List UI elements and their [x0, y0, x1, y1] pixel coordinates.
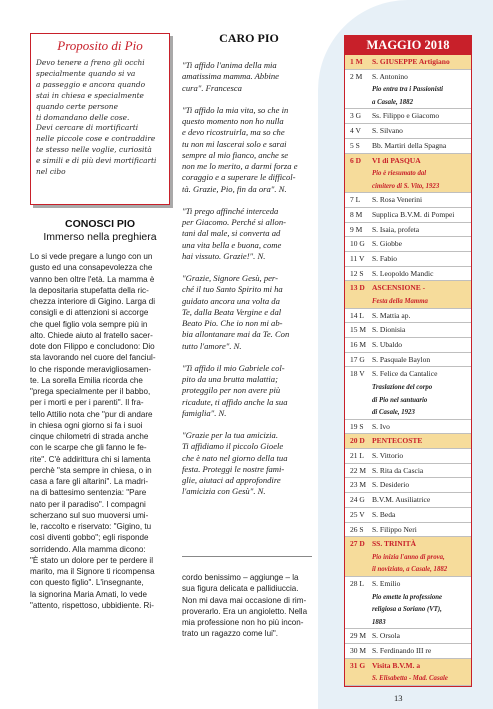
calendar-day: 3 G [350, 111, 362, 121]
text-line: ti domandano delle cose. [36, 112, 130, 122]
divider [182, 556, 312, 557]
calendar-row [345, 367, 471, 419]
calendar-row [345, 55, 471, 70]
calendar-entry [372, 644, 469, 659]
calendar-day: 29 M [350, 631, 367, 641]
calendar-note: il noviziato, a Casale, 1882 [372, 566, 448, 574]
calendar-note: di Casale, 1923 [372, 409, 415, 417]
calendar-day: 6 D [350, 155, 362, 165]
text-line: sua figura delicata e pallidiuccia. [182, 584, 299, 594]
letter-line: sempre al mio fianco, anche se [182, 149, 289, 160]
letter-line: e devo ricostruirla, ma so che [182, 127, 285, 138]
letter-line: hai vissuto. Grazie!". N. [182, 250, 266, 261]
calendar-day: 21 L [350, 451, 364, 461]
calendar-entry [372, 109, 469, 124]
calendar-entry [372, 70, 469, 110]
calendar-entry [372, 139, 469, 154]
text-line: "È stato un dolore per te perdere il [30, 555, 154, 565]
calendar-row [345, 193, 471, 208]
text-line: "attento, rispettoso, ubbidiente. Ri- [30, 600, 154, 610]
calendar-entry [372, 281, 469, 308]
calendar-saint: SS. TRINITÀ [372, 539, 417, 549]
calendar-day: 1 M [350, 57, 363, 66]
calendar-row [345, 478, 471, 493]
calendar-saint: S. Emilio [372, 578, 401, 588]
calendar-day: 10 G [350, 239, 365, 249]
text-line: rite". C'è addirittura chi si lamenta [30, 454, 151, 464]
calendar-day: 22 M [350, 465, 367, 475]
calendar-day: 18 V [350, 369, 365, 379]
letter [182, 105, 316, 195]
calendar-saint: S. Ferdinando III re [372, 645, 432, 655]
calendar-day: 17 G [350, 354, 365, 364]
proposito-title: Proposito di Pio [57, 38, 143, 53]
text-line: na di battesimo sentenzia: "Pare [30, 488, 147, 498]
calendar-entry [372, 154, 469, 194]
calendar-saint: S. Fabio [372, 254, 398, 264]
calendar-saint: S. Filippo Neri [372, 524, 417, 534]
calendar-day: 11 V [350, 254, 365, 264]
letter-line: amatissima mamma. Abbine [182, 71, 279, 82]
calendar-row [345, 252, 471, 267]
caro-letters [182, 60, 316, 509]
text-line: tello Attilio nota che "pur di andare [30, 409, 153, 419]
text-line: "prega specialmente per il babbo, [30, 387, 151, 396]
letter-line: proteggilo per non avere più [182, 385, 281, 396]
letter-line: "Grazie per la tua amicizia. [182, 430, 278, 440]
calendar-entry [372, 338, 469, 353]
calendar-row [345, 124, 471, 139]
calendar-day: 8 M [350, 209, 363, 219]
calendar-row [345, 464, 471, 479]
conosci-article [30, 251, 170, 611]
calendar-day: 23 M [350, 480, 367, 490]
text-line: e simili e di più devi mortificarti [36, 156, 157, 166]
page-number: 13 [394, 693, 403, 703]
calendar-saint: Supplica B.V.M. di Pompei [372, 209, 455, 219]
calendar-day: 14 L [350, 310, 364, 320]
calendar [344, 35, 472, 687]
calendar-entry [372, 537, 469, 577]
calendar-row [345, 449, 471, 464]
conosci-subtitle: Immerso nella preghiera [43, 230, 157, 243]
calendar-saint: S. Beda [372, 509, 396, 519]
text-line: quando certe persone [36, 101, 118, 111]
calendar-day: 16 M [350, 340, 367, 350]
calendar-saint: S. Giobbe [372, 239, 402, 249]
text-line: nato per il paradiso". I compagni [30, 499, 146, 509]
calendar-row [345, 109, 471, 124]
calendar-entry [372, 367, 469, 419]
text-line: che quel figlio vola sempre più in [30, 319, 148, 329]
conosci-header [30, 218, 170, 243]
conosci-continuation [182, 572, 316, 640]
letter-line: "Ti affido l'anima della mia [182, 60, 277, 70]
calendar-note: Festa della Mamma [372, 298, 428, 306]
calendar-day: 24 G [350, 495, 365, 505]
calendar-day: 20 D [350, 436, 365, 446]
calendar-entry [372, 323, 469, 338]
letter-line: ché il tuo Santo Spirito mi ha [182, 284, 283, 295]
text-line: te stesso nelle voglie, curiosità [36, 145, 152, 155]
calendar-entry [372, 629, 469, 644]
text-line: nelle piccole cose e contraddire [36, 134, 156, 144]
calendar-day: 30 M [350, 645, 367, 655]
calendar-entry [372, 124, 469, 139]
calendar-note: Pio è riesumato dal [372, 170, 427, 178]
text-line: cordo benissimo – aggiunge – la [182, 573, 299, 582]
letter [182, 363, 316, 419]
text-line: le, raccolto e riservato: "Gigino, tu [30, 522, 152, 531]
proposito-text [36, 58, 164, 178]
calendar-day: 12 S [350, 268, 364, 278]
calendar-saint: S. GIUSEPPE Artigiano [372, 57, 450, 66]
calendar-note: religiosa a Soriano (VT), [372, 606, 442, 614]
letter-line: questo momento non ho nulla [182, 116, 284, 126]
calendar-entry [372, 208, 469, 223]
calendar-saint: S. Dionisia [372, 325, 406, 335]
calendar-entry [372, 267, 469, 282]
calendar-saint: PENTECOSTE [372, 436, 423, 446]
text-line: alto. Chiede aiuto al fratello sacer- [30, 330, 153, 340]
text-line: te. La sorella Emilia ricorda che [30, 375, 143, 385]
letter-line: che è nato nel giorno della tua [182, 452, 288, 463]
text-line: mia professione non ho più incon- [182, 618, 304, 627]
calendar-saint: S. Silvano [372, 126, 403, 136]
text-line: gusto ed una consapevolezza che [30, 263, 153, 273]
text-line: chezza interiore di Gigino. Larga di [30, 297, 156, 306]
letter-line: "Ti prego affinché interceda [182, 205, 279, 216]
text-line: cinque chilometri di strada anche [30, 432, 149, 441]
text-line: dote don Filippo e concludono: Dio [30, 342, 155, 351]
calendar-saint: S. Felice da Cantalice [372, 369, 438, 379]
letter-line: tani dal male, si converta ad [182, 228, 281, 239]
letter-line: Te, dalla Beata Vergine e dal [182, 306, 282, 317]
calendar-entry [372, 449, 469, 464]
calendar-entry [372, 353, 469, 368]
calendar-entry [372, 478, 469, 493]
calendar-saint: S. Mattia ap. [372, 310, 411, 320]
letter-line: tà. Grazie, Pio, fin da ora". N. [182, 183, 287, 194]
calendar-note: Traslazione del corpo [372, 384, 433, 392]
letter-line: coraggio e a superare le difficol- [182, 172, 296, 183]
calendar-entry [372, 493, 469, 508]
calendar-row [345, 523, 471, 538]
text-line: Lo si vede pregare a lungo con un [30, 252, 153, 261]
calendar-day: 31 G [350, 660, 366, 670]
text-line: perchè "sta sempre in chiesa, o in [30, 465, 152, 475]
calendar-entry [372, 464, 469, 479]
letter-line: l'amicizia con Gesù". N. [182, 486, 266, 497]
calendar-saint: S. Desiderio [372, 480, 410, 490]
calendar-note: S. Elisabetta - Mad. Casale [372, 675, 448, 683]
text-line: la depositaria stupefatta della ric- [30, 285, 149, 295]
calendar-note: cimitero di S. Vito, 1923 [372, 182, 440, 190]
calendar-saint: S. Rita da Cascia [372, 465, 424, 475]
calendar-note: Pio entra tra i Passionisti [372, 86, 444, 94]
calendar-row [345, 208, 471, 223]
text-line: proverarlo. Era un angioletto. Nella [182, 606, 308, 616]
calendar-row [345, 338, 471, 353]
calendar-note: Pio emette la professione [372, 593, 443, 601]
calendar-note: di Pio nel santuario [372, 396, 428, 404]
text-line: la signorina Maria Amati, lo vede [30, 589, 147, 599]
calendar-row [345, 420, 471, 435]
calendar-saint: S. Isaia, profeta [372, 224, 420, 234]
text-line: vanno ben oltre l'età. La mamma è [30, 274, 155, 284]
calendar-row [345, 323, 471, 338]
letter-line: pito da una brutta malattia; [182, 374, 278, 384]
letter-line: festa. Proteggi le nostre fami- [182, 463, 285, 474]
calendar-day: 13 D [350, 283, 365, 293]
calendar-saint: Ss. Filippo e Giacomo [372, 111, 440, 121]
letter [182, 206, 316, 262]
letter-line: "Ti affido la mia vita, so che in [182, 104, 289, 115]
text-line: Non mi dava mai occasione di rim- [182, 595, 307, 605]
text-line: lo che risponde meravigliosamen- [30, 364, 152, 374]
letter-line: tu non mi lascerai solo e sarai [182, 138, 287, 149]
calendar-row [345, 223, 471, 238]
calendar-saint: S. Orsola [372, 631, 400, 641]
text-line: scherzano sul suo muoversi umi- [30, 510, 149, 520]
calendar-row [345, 237, 471, 252]
calendar-saint: S. Antonino [372, 71, 408, 81]
calendar-entry [372, 659, 469, 686]
calendar-day: 19 S [350, 421, 364, 431]
letter-line: famiglia". N. [182, 407, 227, 418]
calendar-entry [372, 193, 469, 208]
calendar-day: 9 M [350, 224, 363, 234]
text-line: Devi cercare di mortificarti [36, 123, 139, 133]
calendar-note: 1883 [372, 618, 386, 626]
calendar-day: 7 L [350, 195, 361, 205]
calendar-day: 2 M [350, 71, 363, 81]
calendar-day: 25 V [350, 509, 365, 519]
calendar-saint: S. Rosa Venerini [372, 195, 423, 205]
conosci-title: CONOSCI PIO [64, 218, 135, 230]
calendar-saint: Bb. Martiri della Spagna [372, 140, 447, 150]
calendar-saint: S. Ivo [372, 421, 390, 431]
calendar-row [345, 70, 471, 110]
calendar-row [345, 629, 471, 644]
calendar-row [345, 659, 471, 686]
calendar-saint: VI di PASQUA [372, 155, 421, 165]
calendar-saint: ASCENSIONE - [372, 283, 426, 293]
calendar-entry [372, 508, 469, 523]
calendar-row [345, 537, 471, 577]
calendar-day: 26 S [350, 524, 364, 534]
calendar-row [345, 139, 471, 154]
calendar-day: 15 M [350, 325, 367, 335]
text-line: per i morti e per i parenti". Il fra- [30, 398, 144, 408]
calendar-entry [372, 434, 469, 449]
calendar-day: 28 L [350, 578, 364, 588]
calendar-entry [372, 252, 469, 267]
letter-line: per Giacomo. Perché si allon- [182, 217, 286, 227]
calendar-rows [345, 55, 471, 686]
calendar-day: 5 S [350, 140, 360, 150]
text-line: con le scarpe che gli fanno le fe- [30, 443, 147, 453]
calendar-note: Pio inizia l'anno di prova, [372, 553, 445, 561]
calendar-entry [372, 577, 469, 629]
calendar-row [345, 493, 471, 508]
text-line: così diventi gobbo"; egli risponde [30, 533, 149, 543]
calendar-row [345, 154, 471, 194]
text-line: nel cibo [36, 167, 66, 177]
calendar-row [345, 281, 471, 308]
letter-line: "Grazie, Signore Gesù, per- [182, 273, 278, 283]
calendar-entry [372, 309, 469, 324]
calendar-title: MAGGIO 2018 [345, 36, 471, 55]
letter [182, 60, 316, 94]
text-line: a passeggio e ancora quando [36, 79, 146, 89]
letter-line: glie, aiutaci ad approfondire [182, 475, 281, 485]
calendar-row [345, 309, 471, 324]
calendar-row [345, 353, 471, 368]
text-line: trato un ragazzo come lui". [182, 629, 278, 639]
text-line: marito, ma il Signore ti ricompensa [30, 567, 155, 576]
text-line: specialmente quando si va [36, 68, 136, 78]
calendar-day: 4 V [350, 126, 361, 136]
letter-line: bia allontanare mai da Te. Con [182, 329, 290, 340]
calendar-saint: S. Pasquale Baylon [372, 354, 431, 364]
text-line: Devo tenere a freno gli occhi [36, 58, 145, 67]
letter-line: cura". Francesca [182, 82, 242, 93]
letter-line: ricadute, ti affido anche la sua [182, 396, 288, 407]
letter-line: non me lo merito, a darmi forza e [182, 161, 298, 171]
calendar-entry [372, 223, 469, 238]
calendar-row [345, 267, 471, 282]
calendar-saint: S. Ubaldo [372, 340, 402, 350]
text-line: casa a fare gli altarini". La madri- [30, 477, 149, 486]
calendar-note: a Casale, 1882 [372, 98, 413, 106]
calendar-entry [372, 420, 469, 435]
text-line: consigli e di attenzioni si accorge [30, 308, 149, 318]
letter-line: "Ti affido il mio Gabriele col- [182, 362, 285, 373]
letter-line: Ti affidiamo il piccolo Gioele [182, 441, 284, 452]
calendar-row [345, 577, 471, 629]
calendar-entry [372, 237, 469, 252]
calendar-saint: B.V.M. Ausiliatrice [372, 495, 431, 505]
text-line: stai in chiesa e specialmente [36, 90, 144, 100]
letter-line: una vita bella e buona, come [182, 239, 282, 250]
proposito-box [30, 33, 170, 205]
calendar-saint: S. Vittorio [372, 451, 404, 461]
letter [182, 273, 316, 352]
letter-line: Beato Pio. Che io non mi ab- [182, 318, 283, 328]
text-line: in chiesa ogni giorno si fa i suoi [30, 420, 143, 430]
letter-line: tutto l'amore". N. [182, 340, 242, 351]
letter-line: guidato ancora una volta da [182, 295, 280, 306]
calendar-saint: S. Leopoldo Mandic [372, 268, 434, 278]
text-line: con questo figlio". L'insegnante, [30, 578, 144, 588]
calendar-row [345, 508, 471, 523]
letter [182, 430, 316, 498]
calendar-entry [372, 55, 469, 70]
calendar-row [345, 644, 471, 659]
text-line: sorridendo. Alla mamma dicono: [30, 544, 146, 554]
calendar-saint: Visita B.V.M. a [372, 660, 421, 670]
calendar-entry [372, 523, 469, 538]
calendar-row [345, 434, 471, 449]
caro-title: CARO PIO [219, 31, 279, 45]
calendar-day: 27 D [350, 539, 365, 549]
text-line: sta lavorando nel cuore del fanciul- [30, 353, 156, 363]
